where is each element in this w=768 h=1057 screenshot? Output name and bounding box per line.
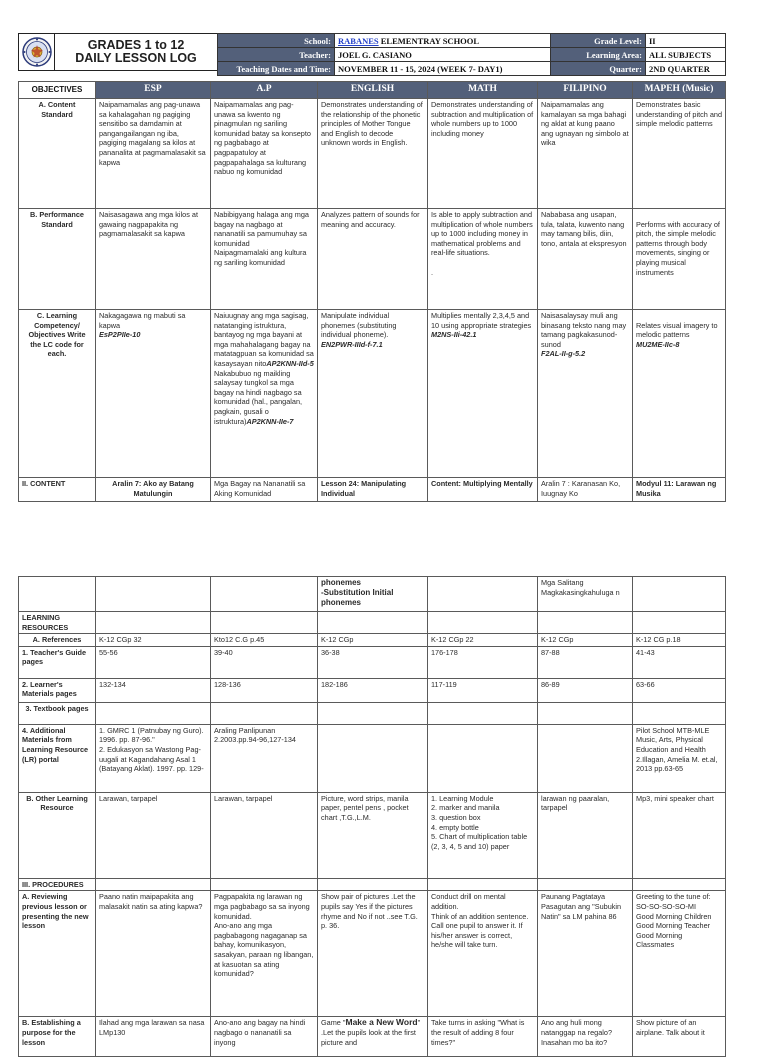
reviewing-label: A. Reviewing previous lesson or presenting the new lesson bbox=[19, 891, 96, 1017]
cell-esp: Paano natin maipapakita ang malasakit natin sa ating kapwa? bbox=[96, 891, 211, 1017]
filipino-lc-code: F2AL-II-g-5.2 bbox=[541, 349, 586, 359]
cell-mapeh: Performs with accuracy of pitch, the simple melodic patterns through body movements, singing or playing musical instruments bbox=[633, 209, 726, 310]
content-label: II. CONTENT bbox=[19, 478, 96, 502]
cell-ap: 39-40 bbox=[211, 646, 318, 678]
cell-esp: 55-56 bbox=[96, 646, 211, 678]
content-row bbox=[19, 478, 726, 502]
learning-area-label: Learning Area: bbox=[551, 48, 646, 62]
cell-mapeh: Show picture of an airplane. Talk about it bbox=[633, 1017, 726, 1057]
cell-filipino: Nababasa ang usapan, tula, talata, kuwento nang may tamang bilis, diin, tono, antala at ekspresyon bbox=[538, 209, 633, 310]
cell-esp bbox=[96, 878, 211, 891]
title-dll: DAILY LESSON LOG bbox=[75, 51, 197, 65]
cell-english bbox=[318, 1017, 428, 1057]
school-name-rest: ELEMENTRAY SCHOOL bbox=[378, 35, 480, 46]
objectives-table bbox=[18, 81, 726, 502]
cell-ap: Pagpapakita ng larawan ng mga pagbabago sa sa inyong komunidad. Ano-ano ang mga pagbabagong nagaganap sa bahay, komunikasyon, sasakyan, paraan ng libangan, at kasuotan sa ating komunidad? bbox=[211, 891, 318, 1017]
cell-english bbox=[318, 612, 428, 634]
cell-esp: Ilahad ang mga larawan sa nasa LMp130 bbox=[96, 1017, 211, 1057]
procedures-label: III. PROCEDURES bbox=[19, 878, 96, 891]
competency-label: C. Learning Competency/ Objectives Write the LC code for each. bbox=[19, 310, 96, 478]
cell-esp: Naisasagawa ang mga kilos at gawaing nagpapakita ng pagmamalasakit sa kapwa bbox=[96, 209, 211, 310]
teachers-guide-row bbox=[19, 646, 726, 678]
learners-materials-label: 2. Learner's Materials pages bbox=[19, 678, 96, 702]
textbook-row bbox=[19, 702, 726, 724]
cell-ap: Ano-ano ang bagay na hindi nagbago o nananatili sa inyong bbox=[211, 1017, 318, 1057]
cell-filipino bbox=[538, 724, 633, 792]
cell-mapeh bbox=[633, 310, 726, 478]
learners-materials-row bbox=[19, 678, 726, 702]
grade-level-value: II bbox=[646, 34, 726, 48]
cell-mapeh: Demonstrates basic understanding of pitch and simple melodic patterns bbox=[633, 99, 726, 209]
resources-procedures-table bbox=[18, 576, 726, 1057]
cell-mapeh: Pilot School MTB-MLE Music, Arts, Physical Education and Health 2.Illagan, Amelia M. et.al, 2013 pp.63-65 bbox=[633, 724, 726, 792]
cell-ap bbox=[211, 702, 318, 724]
cell-english: Show pair of pictures .Let the pupils say Yes if the pictures rhyme and No if not ..see T.G. p. 36. bbox=[318, 891, 428, 1017]
cell-math bbox=[428, 577, 538, 612]
cell-english: Analyzes pattern of sounds for meaning and accuracy. bbox=[318, 209, 428, 310]
other-resources-row bbox=[19, 792, 726, 878]
ap-competency-text-2: Nakabubuo ng maikling salaysay tungkol sa mga bagay na hindi nagbago sa komunidad (hal., pangalan, pagkain, gusali o istruktura) bbox=[214, 368, 303, 426]
filipino-competency-text: Naisasalaysay muli ang binasang teksto nang may tamang pagkakasunod-sunod bbox=[541, 311, 627, 349]
establishing-purpose-label: B. Establishing a purpose for the lesson bbox=[19, 1017, 96, 1057]
learning-resources-row bbox=[19, 612, 726, 634]
learning-area-value: ALL SUBJECTS bbox=[646, 48, 726, 62]
cell-english bbox=[318, 702, 428, 724]
cell-filipino: Ano ang huli mong natanggap na regalo? Inasahan mo ba ito? bbox=[538, 1017, 633, 1057]
col-english-header: ENGLISH bbox=[318, 82, 428, 99]
english-game-post: " .Let the pupils look at the first picture and bbox=[321, 1018, 421, 1047]
english-game-title: Make a New Word bbox=[345, 1017, 418, 1028]
performance-standard-row bbox=[19, 209, 726, 310]
additional-materials-row bbox=[19, 724, 726, 792]
dates-value: NOVEMBER 11 - 15, 2024 (WEEK 7- DAY1) bbox=[335, 62, 551, 76]
references-label: A. References bbox=[19, 634, 96, 647]
cell-mapeh bbox=[633, 612, 726, 634]
grade-level-label: Grade Level: bbox=[551, 34, 646, 48]
blank-label-cell bbox=[19, 577, 96, 612]
cell-filipino: Aralin 7 : Karanasan Ko, Iuugnay Ko bbox=[538, 478, 633, 502]
ap-lc-code-2: AP2KNN-IIe-7 bbox=[246, 416, 294, 426]
content-continued-row bbox=[19, 577, 726, 612]
reviewing-row bbox=[19, 891, 726, 1017]
cell-math: Demonstrates understanding of subtraction and multiplication of whole numbers up to 1000 including money bbox=[428, 99, 538, 209]
cell-math bbox=[428, 702, 538, 724]
mapeh-competency-text: Relates visual imagery to melodic patterns bbox=[636, 320, 718, 340]
cell-esp: Aralin 7: Ako ay Batang Matulungin bbox=[96, 478, 211, 502]
cell-math: 1. Learning Module 2. marker and manila 3. question box 4. empty bottle 5. Chart of multiplication table (2, 3, 4, 5 and 10) paper bbox=[428, 792, 538, 878]
quarter-label: Quarter: bbox=[551, 62, 646, 76]
establishing-purpose-row bbox=[19, 1017, 726, 1057]
ap-competency-text-1: Naiuugnay ang mga sagisag, natatanging istruktura, bantayog ng mga bayani at mga mahahalagang bagay na matatagpuan sa komunidad sa kasaysayan nito bbox=[214, 311, 314, 368]
cell-english: 182-186 bbox=[318, 678, 428, 702]
cell-mapeh bbox=[633, 878, 726, 891]
cell-mapeh bbox=[633, 702, 726, 724]
cell-math: 117-119 bbox=[428, 678, 538, 702]
cell-ap: Nabibigyang halaga ang mga bagay na nagbago at nananatili sa pamumuhay sa komunidad Naipagmamalaki ang kultura ng sariling komunidad bbox=[211, 209, 318, 310]
english-lc-code: EN2PWR-IIId-f-7.1 bbox=[321, 339, 383, 349]
cell-filipino: Paunang Pagtataya Pasagutan ang "Subukin Natin" sa LM pahina 86 bbox=[538, 891, 633, 1017]
cell-ap bbox=[211, 577, 318, 612]
cell-mapeh: Modyul 11: Larawan ng Musika bbox=[633, 478, 726, 502]
cell-math: Is able to apply subtraction and multiplication of whole numbers up to 1000 including money in mathematical problems and real-life situations. . bbox=[428, 209, 538, 310]
mapeh-lc-code: MU2ME-IIc-8 bbox=[636, 339, 680, 349]
cell-esp bbox=[96, 577, 211, 612]
cell-mapeh: 41-43 bbox=[633, 646, 726, 678]
cell-english: Lesson 24: Manipulating Individual bbox=[318, 478, 428, 502]
learning-resources-label: LEARNING RESOURCES bbox=[19, 612, 96, 634]
cell-ap bbox=[211, 878, 318, 891]
textbook-label: 3. Textbook pages bbox=[19, 702, 96, 724]
cell-ap: Kto12 C.G p.45 bbox=[211, 634, 318, 647]
cell-ap: Araling Panlipunan 2.2003.pp.94-96,127-134 bbox=[211, 724, 318, 792]
cell-filipino: 87-88 bbox=[538, 646, 633, 678]
cell-esp bbox=[96, 612, 211, 634]
cell-english: Picture, word strips, manila paper, pentel pens , pocket chart ,T.G.,L.M. bbox=[318, 792, 428, 878]
col-objectives-header: OBJECTIVES bbox=[19, 82, 96, 99]
cell-math bbox=[428, 878, 538, 891]
log-title bbox=[54, 33, 218, 71]
col-filipino-header: FILIPINO bbox=[538, 82, 633, 99]
cell-mapeh: K-12 CG p.18 bbox=[633, 634, 726, 647]
ap-lc-code-1: AP2KNN-IId-5 bbox=[266, 358, 314, 368]
cell-mapeh: Greeting to the tune of: SO-SO-SO-SO-MI Good Morning Children Good Morning Teacher Good Morning Classmates bbox=[633, 891, 726, 1017]
header-info-table bbox=[217, 33, 726, 76]
english-competency-text: Manipulate individual phonemes (substituting individual phoneme). bbox=[321, 311, 397, 340]
cell-english bbox=[318, 310, 428, 478]
cell-filipino bbox=[538, 310, 633, 478]
cell-english: K-12 CGp bbox=[318, 634, 428, 647]
cell-english: Demonstrates understanding of the relationship of the phonetic principles of Mother Tongue and English to decode unknown words in English. bbox=[318, 99, 428, 209]
cell-ap: Mga Bagay na Nananatili sa Aking Komunidad bbox=[211, 478, 318, 502]
competency-row bbox=[19, 310, 726, 478]
teacher-label: Teacher: bbox=[218, 48, 335, 62]
cell-filipino: K-12 CGp bbox=[538, 634, 633, 647]
cell-english bbox=[318, 878, 428, 891]
cell-mapeh: 63-66 bbox=[633, 678, 726, 702]
cell-math: Conduct drill on mental addition. Think of an addition sentence. Call one pupil to answer it. If his/her answer is correct, he/she will take turn. bbox=[428, 891, 538, 1017]
col-ap-header: A.P bbox=[211, 82, 318, 99]
cell-filipino: Mga Salitang Magkakasingkahuluga n bbox=[538, 577, 633, 612]
references-row bbox=[19, 634, 726, 647]
cell-esp: Larawan, tarpapel bbox=[96, 792, 211, 878]
esp-lc-code: EsP2PIIe-10 bbox=[99, 330, 141, 340]
cell-math: 176-178 bbox=[428, 646, 538, 678]
cell-ap: Naipamamalas ang pag-unawa sa kwento ng pinagmulan ng sariling komunidad batay sa konsepto ng pagbabago at pagpapatuloy at pagpapahalaga sa kulturang nabuo ng komunidad bbox=[211, 99, 318, 209]
cell-english: 36-38 bbox=[318, 646, 428, 678]
header bbox=[18, 33, 725, 72]
math-competency-text: Multiplies mentally 2,3,4,5 and 10 using appropriate strategies bbox=[431, 311, 532, 330]
cell-english: phonemes -Substitution Initial phonemes bbox=[318, 577, 428, 612]
procedures-row bbox=[19, 878, 726, 891]
content-standard-label: A. Content Standard bbox=[19, 99, 96, 209]
seal-icon bbox=[22, 37, 52, 67]
cell-math: Content: Multiplying Mentally bbox=[428, 478, 538, 502]
cell-esp: 1. GMRC 1 (Patnubay ng Guro). 1996. pp. 87-96." 2. Edukasyon sa Wastong Pag-uugali at Kagandahang Asal 1 (Batayang Aklat). 1997. pp. 129- bbox=[96, 724, 211, 792]
dates-label: Teaching Dates and Time: bbox=[218, 62, 335, 76]
cell-esp bbox=[96, 310, 211, 478]
quarter-value: 2ND QUARTER bbox=[646, 62, 726, 76]
cell-filipino: Naipamamalas ang kamalayan sa mga bahagi ng aklat at kung paano ang ugnayan ng simbolo at wika bbox=[538, 99, 633, 209]
other-resources-label: B. Other Learning Resource bbox=[19, 792, 96, 878]
cell-math: K-12 CGp 22 bbox=[428, 634, 538, 647]
cell-esp: K-12 CGp 32 bbox=[96, 634, 211, 647]
teachers-guide-label: 1. Teacher's Guide pages bbox=[19, 646, 96, 678]
cell-filipino: 86-89 bbox=[538, 678, 633, 702]
school-link[interactable]: RABANES bbox=[338, 35, 379, 46]
cell-esp bbox=[96, 702, 211, 724]
cell-filipino bbox=[538, 878, 633, 891]
col-esp-header: ESP bbox=[96, 82, 211, 99]
esp-competency-text: Nakagagawa ng mabuti sa kapwa bbox=[99, 311, 186, 330]
col-math-header: MATH bbox=[428, 82, 538, 99]
cell-esp: 132-134 bbox=[96, 678, 211, 702]
performance-standard-label: B. Performance Standard bbox=[19, 209, 96, 310]
deped-seal-logo bbox=[18, 33, 55, 71]
title-grades: GRADES 1 to 12 bbox=[87, 38, 185, 52]
cell-math bbox=[428, 612, 538, 634]
math-lc-code: M2NS-IIi-42.1 bbox=[431, 330, 477, 340]
cell-filipino bbox=[538, 702, 633, 724]
cell-math: Take turns in asking "What is the result of adding 8 four times?" bbox=[428, 1017, 538, 1057]
cell-ap: Larawan, tarpapel bbox=[211, 792, 318, 878]
col-mapeh-header: MAPEH (Music) bbox=[633, 82, 726, 99]
cell-mapeh: Mp3, mini speaker chart bbox=[633, 792, 726, 878]
teacher-value: JOEL G. CASIANO bbox=[335, 48, 551, 62]
content-standard-row bbox=[19, 99, 726, 209]
additional-materials-label: 4. Additional Materials from Learning Resource (LR) portal bbox=[19, 724, 96, 792]
school-value bbox=[335, 34, 551, 48]
cell-mapeh bbox=[633, 577, 726, 612]
cell-english bbox=[318, 724, 428, 792]
cell-filipino: larawan ng paaralan, tarpapel bbox=[538, 792, 633, 878]
cell-esp: Naipamamalas ang pag-unawa sa kahalagahan ng pagiging sensitibo sa damdamin at pangangailangan ng iba, pagiging magalang sa kilos at pananalita at pagmamalasakit sa kapwa bbox=[96, 99, 211, 209]
cell-math bbox=[428, 724, 538, 792]
school-label: School: bbox=[218, 34, 335, 48]
cell-ap bbox=[211, 310, 318, 478]
english-game-pre: Game " bbox=[321, 1018, 346, 1028]
cell-filipino bbox=[538, 612, 633, 634]
cell-ap bbox=[211, 612, 318, 634]
cell-math bbox=[428, 310, 538, 478]
cell-ap: 128-136 bbox=[211, 678, 318, 702]
